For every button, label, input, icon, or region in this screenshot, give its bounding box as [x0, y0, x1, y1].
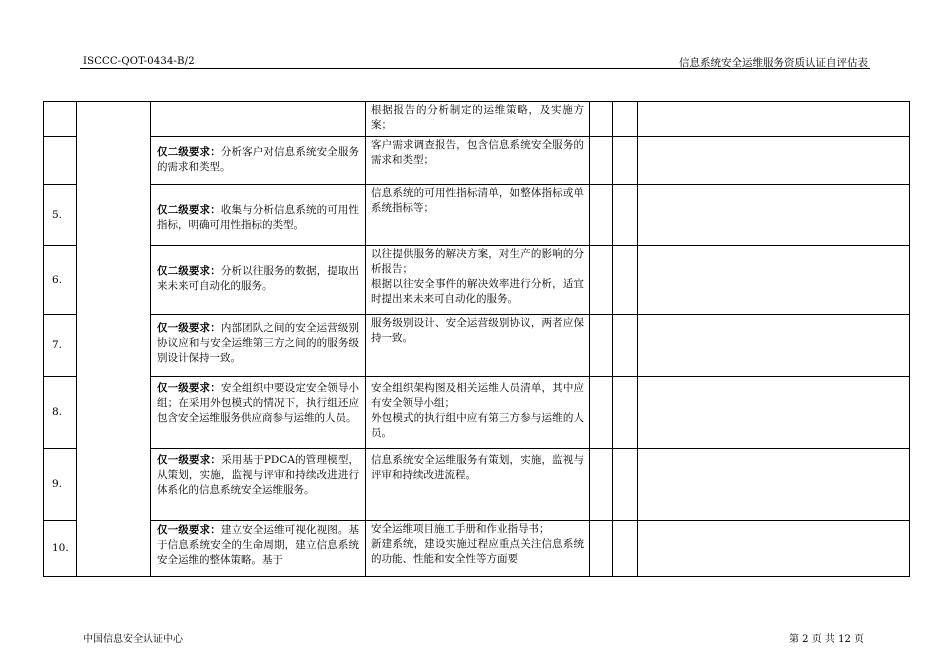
check-cell[interactable] [590, 315, 613, 377]
requirement-text: 收集与分析信息系统的可用性指标，明确可用性指标的类型。 [157, 204, 360, 231]
row-number: 9. [44, 449, 77, 521]
requirement-cell [151, 137, 366, 185]
page-suffix: 页 [854, 634, 864, 645]
page-indicator [789, 630, 864, 645]
page-mid: 页 共 [811, 634, 835, 645]
evidence-cell [366, 102, 590, 137]
evidence-line: 以往提供服务的解决方案，对生产的影响的分析报告； [371, 248, 584, 275]
check-cell[interactable] [590, 102, 613, 137]
evidence-line: 服务级别设计、安全运营级别协议，两者应保持一致。 [371, 317, 584, 344]
check-cell[interactable] [613, 102, 638, 137]
check-cell[interactable] [613, 246, 638, 315]
requirement-label: 仅一级要求： [157, 322, 221, 334]
evidence-line: 客户需求调查报告，包含信息系统安全服务的需求和类型； [371, 139, 584, 166]
footer-organization: 中国信息安全认证中心 [83, 634, 183, 645]
check-cell[interactable] [613, 137, 638, 185]
requirement-label: 仅一级要求： [157, 382, 221, 394]
evidence-cell [366, 315, 590, 377]
remark-cell[interactable] [638, 246, 910, 315]
requirement-label: 仅一级要求： [157, 454, 222, 466]
remark-cell[interactable] [638, 137, 910, 185]
evidence-cell [366, 521, 590, 577]
evidence-line: 信息系统的可用性指标清单，如整体指标或单系统指标等； [371, 187, 584, 214]
evidence-line: 外包模式的执行组中应有第三方参与运维的人员。 [371, 412, 584, 439]
requirement-cell [151, 102, 366, 137]
remark-cell[interactable] [638, 521, 910, 577]
page-prefix: 第 [788, 634, 799, 645]
page-total: 12 [838, 634, 851, 645]
table-row [44, 315, 910, 377]
requirement-cell [151, 185, 366, 246]
evidence-cell [366, 377, 590, 449]
table-row [44, 377, 910, 449]
requirement-text: 分析客户对信息系统安全服务的需求和类型。 [157, 146, 360, 173]
document-code: ISCCC-QOT-0434-B/2 [83, 56, 195, 67]
header-divider [80, 68, 870, 69]
remark-cell[interactable] [638, 102, 910, 137]
requirement-text: 安全组织中要设定安全领导小组；在采用外包模式的情况下，执行组还应包含安全运维服务供应商参与运维的人员。 [157, 382, 360, 424]
check-cell[interactable] [613, 521, 638, 577]
remark-cell[interactable] [638, 315, 910, 377]
evidence-cell [366, 137, 590, 185]
check-cell[interactable] [590, 377, 613, 449]
requirement-cell [151, 377, 366, 449]
document-title: 信息系统安全运维服务资质认证自评估表 [679, 57, 868, 69]
table-row [44, 521, 910, 577]
requirement-label: 仅一级要求： [157, 524, 221, 536]
requirement-cell [151, 246, 366, 315]
check-cell[interactable] [613, 449, 638, 521]
row-number: 6. [44, 246, 77, 315]
check-cell[interactable] [613, 185, 638, 246]
requirement-label: 仅二级要求： [157, 204, 221, 216]
remark-cell[interactable] [638, 377, 910, 449]
evidence-line: 安全运维项目施工手册和作业指导书； [371, 523, 550, 535]
row-number [44, 137, 77, 185]
table-row [44, 449, 910, 521]
table-row [44, 185, 910, 246]
evidence-cell [366, 449, 590, 521]
table-row [44, 246, 910, 315]
evidence-cell [366, 185, 590, 246]
evidence-line: 新建系统，建设实施过程应重点关注信息系统的功能、性能和安全性等方面要 [371, 538, 584, 565]
check-cell[interactable] [613, 377, 638, 449]
row-number: 10. [44, 521, 77, 577]
check-cell[interactable] [590, 521, 613, 577]
evidence-line: 根据以往安全事件的解决效率进行分析，适宜时提出来未来可自动化的服务。 [371, 278, 584, 305]
requirement-text: 分析以往服务的数据，提取出来未来可自动化的服务。 [157, 265, 360, 292]
requirement-text: 建立安全运维可视化视图。基于信息系统安全的生命周期，建立信息系统安全运维的整体策略。基于 [157, 524, 360, 566]
requirement-text: 采用基于PDCA的管理模型，从策划，实施，监视与评审和持续改进进行体系化的信息系统安全运维服务。 [157, 454, 360, 496]
remark-cell[interactable] [638, 185, 910, 246]
table-row [44, 137, 910, 185]
evidence-line: 安全组织架构图及相关运维人员清单，其中应有安全领导小组； [371, 382, 584, 409]
row-number [44, 102, 77, 137]
row-number: 8. [44, 377, 77, 449]
page-current: 2 [802, 634, 809, 645]
check-cell[interactable] [590, 449, 613, 521]
requirement-cell [151, 521, 366, 577]
evidence-line: 信息系统安全运维服务有策划，实施，监视与评审和持续改进流程。 [371, 454, 584, 481]
evidence-line: 根据报告的分析制定的运维策略，及实施方案； [371, 104, 584, 131]
category-cell [77, 102, 151, 577]
remark-cell[interactable] [638, 449, 910, 521]
row-number: 5. [44, 185, 77, 246]
requirement-cell [151, 315, 366, 377]
table-row [44, 102, 910, 137]
requirement-label: 仅二级要求： [157, 265, 221, 277]
self-assessment-table [43, 101, 910, 577]
requirement-label: 仅二级要求： [157, 146, 221, 158]
evidence-cell [366, 246, 590, 315]
check-cell[interactable] [590, 246, 613, 315]
row-number: 7. [44, 315, 77, 377]
check-cell[interactable] [613, 315, 638, 377]
requirement-cell [151, 449, 366, 521]
check-cell[interactable] [590, 137, 613, 185]
check-cell[interactable] [590, 185, 613, 246]
requirement-text: 内部团队之间的安全运营级别协议应和与安全运维第三方之间的的服务级别设计保持一致。 [157, 322, 360, 364]
